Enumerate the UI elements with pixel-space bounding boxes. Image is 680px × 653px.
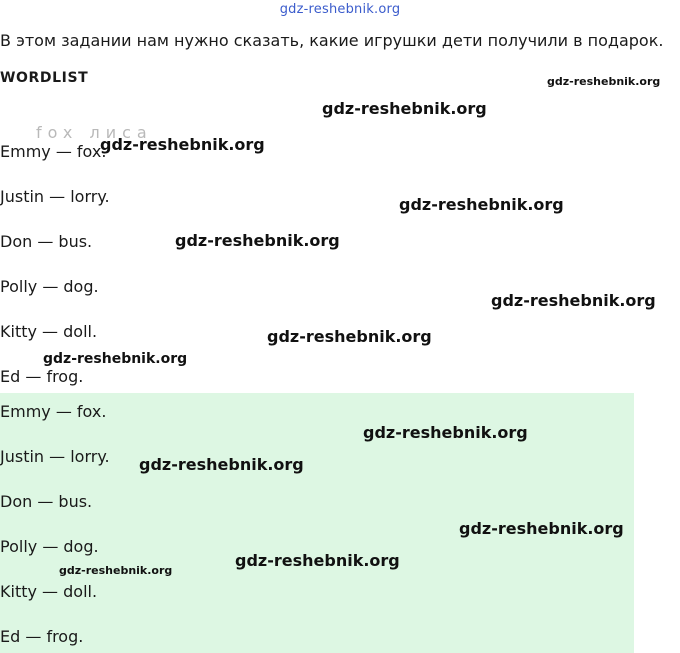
answer-line-highlighted: Kitty — doll. <box>0 582 98 601</box>
site-watermark: gdz-reshebnik.org <box>43 351 188 367</box>
wordlist-heading: WORDLIST <box>0 70 89 86</box>
answer-line-highlighted: Emmy — fox. <box>0 402 107 421</box>
answer-line: Kitty — doll. <box>0 322 98 341</box>
wordlist-faded-entry: fox лиса <box>36 123 153 142</box>
answer-line: Emmy — fox. <box>0 142 107 161</box>
site-watermark: gdz-reshebnik.org <box>363 423 528 442</box>
answer-line: Don — bus. <box>0 232 93 251</box>
site-watermark: gdz-reshebnik.org <box>399 195 564 214</box>
site-watermark: gdz-reshebnik.org <box>267 327 432 346</box>
answer-line-highlighted: Don — bus. <box>0 492 93 511</box>
answer-line: Justin — lorry. <box>0 187 110 206</box>
task-intro-text: В этом задании нам нужно сказать, какие игрушки дети получили в подарок. <box>0 31 664 50</box>
site-watermark: gdz-reshebnik.org <box>139 455 304 474</box>
answer-line-highlighted: Polly — dog. <box>0 537 99 556</box>
site-watermark: gdz-reshebnik.org <box>59 564 173 577</box>
answer-line: Polly — dog. <box>0 277 99 296</box>
site-watermark: gdz-reshebnik.org <box>459 519 624 538</box>
site-watermark: gdz-reshebnik.org <box>547 75 661 88</box>
site-watermark: gdz-reshebnik.org <box>491 291 656 310</box>
site-watermark: gdz-reshebnik.org <box>175 231 340 250</box>
site-watermark: gdz-reshebnik.org <box>322 99 487 118</box>
site-watermark-top: gdz-reshebnik.org <box>279 2 401 17</box>
site-watermark: gdz-reshebnik.org <box>235 551 400 570</box>
answer-line-highlighted: Justin — lorry. <box>0 447 110 466</box>
site-watermark: gdz-reshebnik.org <box>100 135 265 154</box>
answer-line-highlighted: Ed — frog. <box>0 627 84 646</box>
answer-line: Ed — frog. <box>0 367 84 386</box>
